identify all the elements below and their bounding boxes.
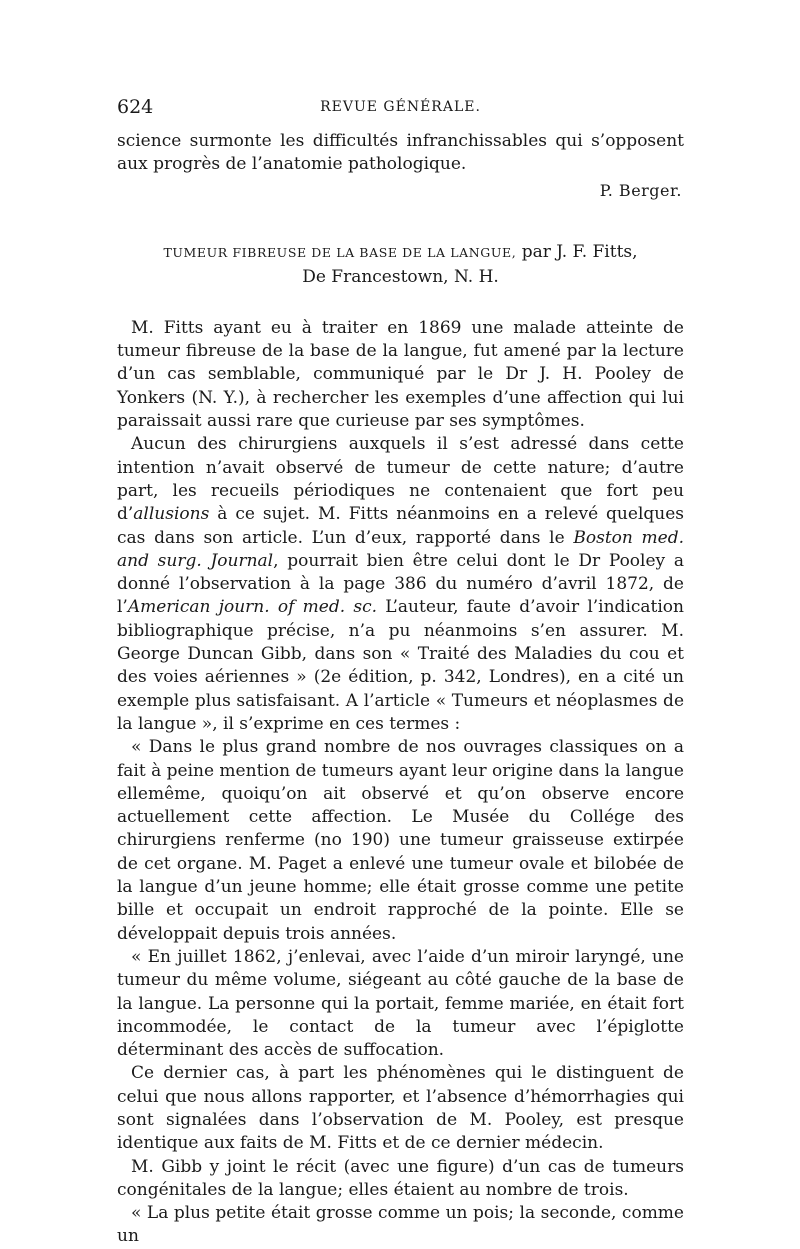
paragraph-3: « Dans le plus grand nombre de nos ouvrages classiques on a fait à peine mention de tumeurs ayant leur origine dans la langue ellemême, quoiqu’on ait observé et qu’on observe encore actuellement cette affection. Le Musée du Collége des chirurgiens renferme (no 190) une tumeur graisseuse extirpée de cet organe. M. Paget a enlevé une tumeur ovale et bilobée de la langue d’un jeune homme; elle était grosse comme une petite bille et occupait un endroit rapproché de la pointe. Elle se développait depuis trois années. [117,737,684,944]
running-title: REVUE GÉNÉRALE. [320,99,481,115]
paragraph-1: M. Fitts ayant eu à traiter en 1869 une malade atteinte de tumeur fibreuse de la base de la langue, fut amené par la lecture d’un cas semblable, communiqué par le Dr J. H. Pooley de Yonkers (N. Y.), à rechercher les exemples d’une affection qui lui paraissait aussi rare que curieuse par ses symptômes. [117,317,684,432]
paragraph-2-part-a: Aucun des chirurgiens auxquels il s’est adressé dans cette intention n’avait observé de tumeur de cette nature; d’autre part, les recueils périodiques ne contenaient que fort peu d’ [117,434,684,525]
paragraph-0: science surmonte les difficultés infranchissables qui s’opposent aux progrès de l’anatomie pathologique. [117,131,684,175]
page [117,96,684,1249]
article-place: De Francestown, N. H. [302,266,499,287]
article-title [117,240,684,289]
paragraph-6: M. Gibb y joint le récit (avec une figure) d’un cas de tumeurs congénitales de la langue; elles étaient au nombre de trois. [117,1156,684,1200]
paragraph-2-part-d: L’auteur, faute d’avoir l’indication bibliographique précise, n’a pu néanmoins s’en assurer. M. George Duncan Gibb, dans son « Traité des Maladies du cou et des voies aériennes » (2e édition, p. 342, Londres), en a cité un exemple plus satisfaisant. A l’article « Tumeurs et néoplasmes de la langue », il s’exprime en ces termes : [117,597,684,734]
article-title-main: TUMEUR FIBREUSE DE LA BASE DE LA LANGUE, [163,244,517,260]
signature: P. Berger. [599,180,682,200]
paragraph-5: Ce dernier cas, à part les phénomènes qui le distinguent de celui que nous allons rapporter, et l’absence d’hémorrhagies qui sont signalées dans l’observation de M. Pooley, est presque identique aux faits de M. Fitts et de ce dernier médecin. [117,1063,684,1154]
paragraph-2-part-b: à ce sujet. M. Fitts néanmoins en a relevé quelques cas dans son article. L’un d’eux, rapporté dans le [117,504,684,548]
italic-allusions: allusions [133,504,210,525]
italic-journal-boston: Boston med. and surg. Journal [117,527,684,571]
paragraph-2-part-c: , pourrait bien être celui dont le Dr Pooley a donné l’observation à la page 386 du numéro d’avril 1872, de l’ [117,550,684,618]
running-head [117,96,684,120]
article-author: par J. F. Fitts, [521,241,638,262]
paragraph-4: « En juillet 1862, j’enlevai, avec l’aide d’un miroir laryngé, une tumeur du même volume, siégeant au côté gauche de la base de la langue. La personne qui la portait, femme mariée, en était fort incommodée, le contact de la tumeur avec l’épiglotte déterminant des accès de suffocation. [117,946,684,1061]
page-number: 624 [117,96,154,118]
italic-journal-american: American journ. of med. sc. [127,597,378,618]
paragraph-7: « La plus petite était grosse comme un pois; la seconde, comme un [117,1203,684,1247]
paragraph-2 [117,433,684,736]
